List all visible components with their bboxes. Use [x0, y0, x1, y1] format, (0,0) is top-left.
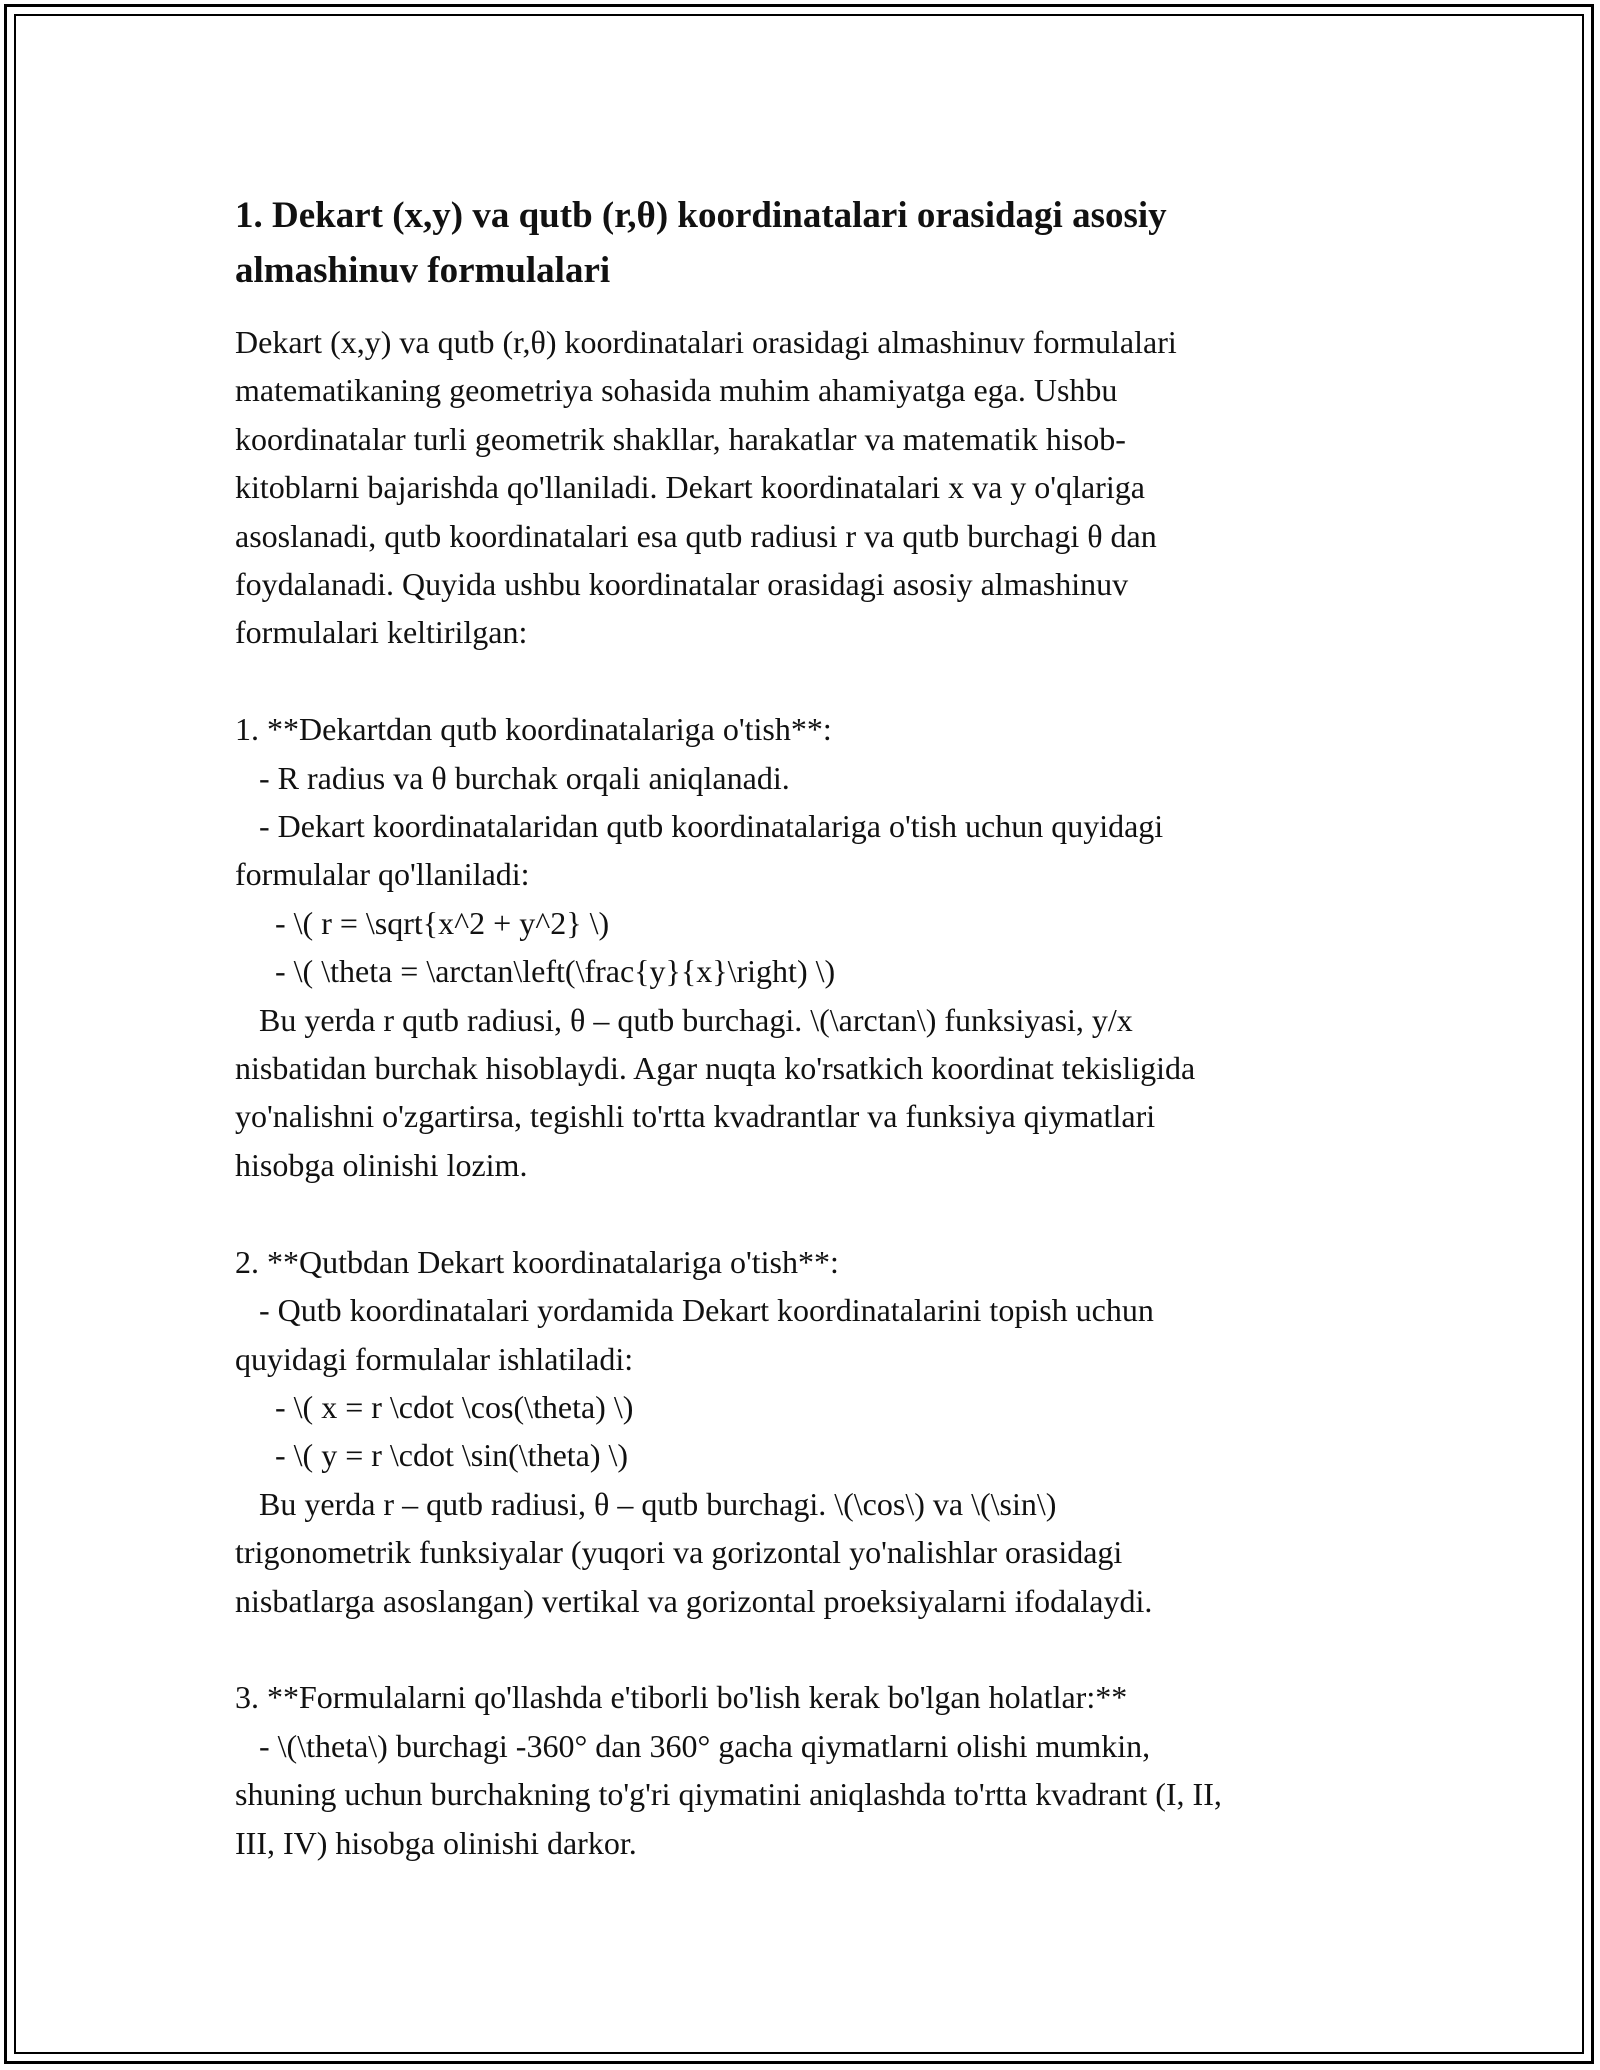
blank-line	[235, 1625, 1385, 1673]
heading-line: 1. Dekart (x,y) va qutb (r,θ) koordinatalari orasidagi asosiy	[235, 195, 1167, 236]
formula-line: - \( \theta = \arctan\left(\frac{y}{x}\right) \)	[235, 953, 836, 990]
text-line: III, IV) hisobga olinishi darkor.	[235, 1824, 637, 1861]
text-line: nisbatidan burchak hisoblaydi. Agar nuqta ko'rsatkich koordinat tekisligida	[235, 1050, 1196, 1087]
text-line: shuning uchun burchakning to'g'ri qiymatini aniqlashda to'rtta kvadrant (I, II,	[235, 1776, 1222, 1813]
document-heading	[235, 188, 1385, 298]
text-line: matematikaning geometriya sohasida muhim ahamiyatga ega. Ushbu	[235, 372, 1118, 409]
document-content	[235, 188, 1385, 1867]
section-1	[235, 705, 1385, 1189]
intro-paragraph	[235, 318, 1385, 657]
text-line: quyidagi formulalar ishlatiladi:	[235, 1340, 634, 1377]
text-line: koordinatalar turli geometrik shakllar, harakatlar va matematik hisob-	[235, 420, 1126, 457]
text-line: trigonometrik funksiyalar (yuqori va gorizontal yo'nalishlar orasidagi	[235, 1534, 1123, 1571]
text-line: nisbatlarga asoslangan) vertikal va gorizontal proeksiyalarni ifodalaydi.	[235, 1582, 1153, 1619]
text-line: Bu yerda r qutb radiusi, θ – qutb burchagi. \(\arctan\) funksiyasi, y/x	[235, 1001, 1133, 1038]
text-line: 1. **Dekartdan qutb koordinatalariga o'tish**:	[235, 711, 832, 748]
text-line: - Qutb koordinatalari yordamida Dekart koordinatalarini topish uchun	[235, 1292, 1154, 1329]
text-line: foydalanadi. Quyida ushbu koordinatalar orasidagi asosiy almashinuv	[235, 566, 1129, 603]
formula-line: - \( x = r \cdot \cos(\theta) \)	[235, 1388, 634, 1425]
text-line: - R radius va θ burchak orqali aniqlanadi.	[235, 759, 790, 796]
heading-line: almashinuv formulalari	[235, 250, 611, 291]
document-body	[235, 318, 1385, 1867]
formula-line: - \( r = \sqrt{x^2 + y^2} \)	[235, 904, 610, 941]
text-line: yo'nalishni o'zgartirsa, tegishli to'rtta kvadrantlar va funksiya qiymatlari	[235, 1098, 1156, 1135]
formula-line: - \( y = r \cdot \sin(\theta) \)	[235, 1437, 629, 1474]
text-line: Bu yerda r – qutb radiusi, θ – qutb burchagi. \(\cos\) va \(\sin\)	[235, 1485, 1057, 1522]
text-line: Dekart (x,y) va qutb (r,θ) koordinatalari orasidagi almashinuv formulalari	[235, 324, 1177, 360]
blank-line	[235, 657, 1385, 705]
text-line: kitoblarni bajarishda qo'llaniladi. Dekart koordinatalari x va y o'qlariga	[235, 469, 1145, 506]
blank-line	[235, 1189, 1385, 1237]
text-line: asoslanadi, qutb koordinatalari esa qutb radiusi r va qutb burchagi θ dan	[235, 517, 1157, 554]
text-line: 3. **Formulalarni qo'llashda e'tiborli bo'lish kerak bo'lgan holatlar:**	[235, 1679, 1128, 1716]
text-line: - \(\theta\) burchagi -360° dan 360° gacha qiymatlarni olishi mumkin,	[235, 1727, 1151, 1764]
text-line: formulalari keltirilgan:	[235, 614, 528, 651]
text-line: hisobga olinishi lozim.	[235, 1146, 528, 1183]
text-line: - Dekart koordinatalaridan qutb koordinatalariga o'tish uchun quyidagi	[235, 808, 1164, 845]
text-line: 2. **Qutbdan Dekart koordinatalariga o'tish**:	[235, 1243, 839, 1280]
section-3	[235, 1673, 1385, 1867]
section-2	[235, 1238, 1385, 1625]
text-line: formulalar qo'llaniladi:	[235, 856, 530, 893]
